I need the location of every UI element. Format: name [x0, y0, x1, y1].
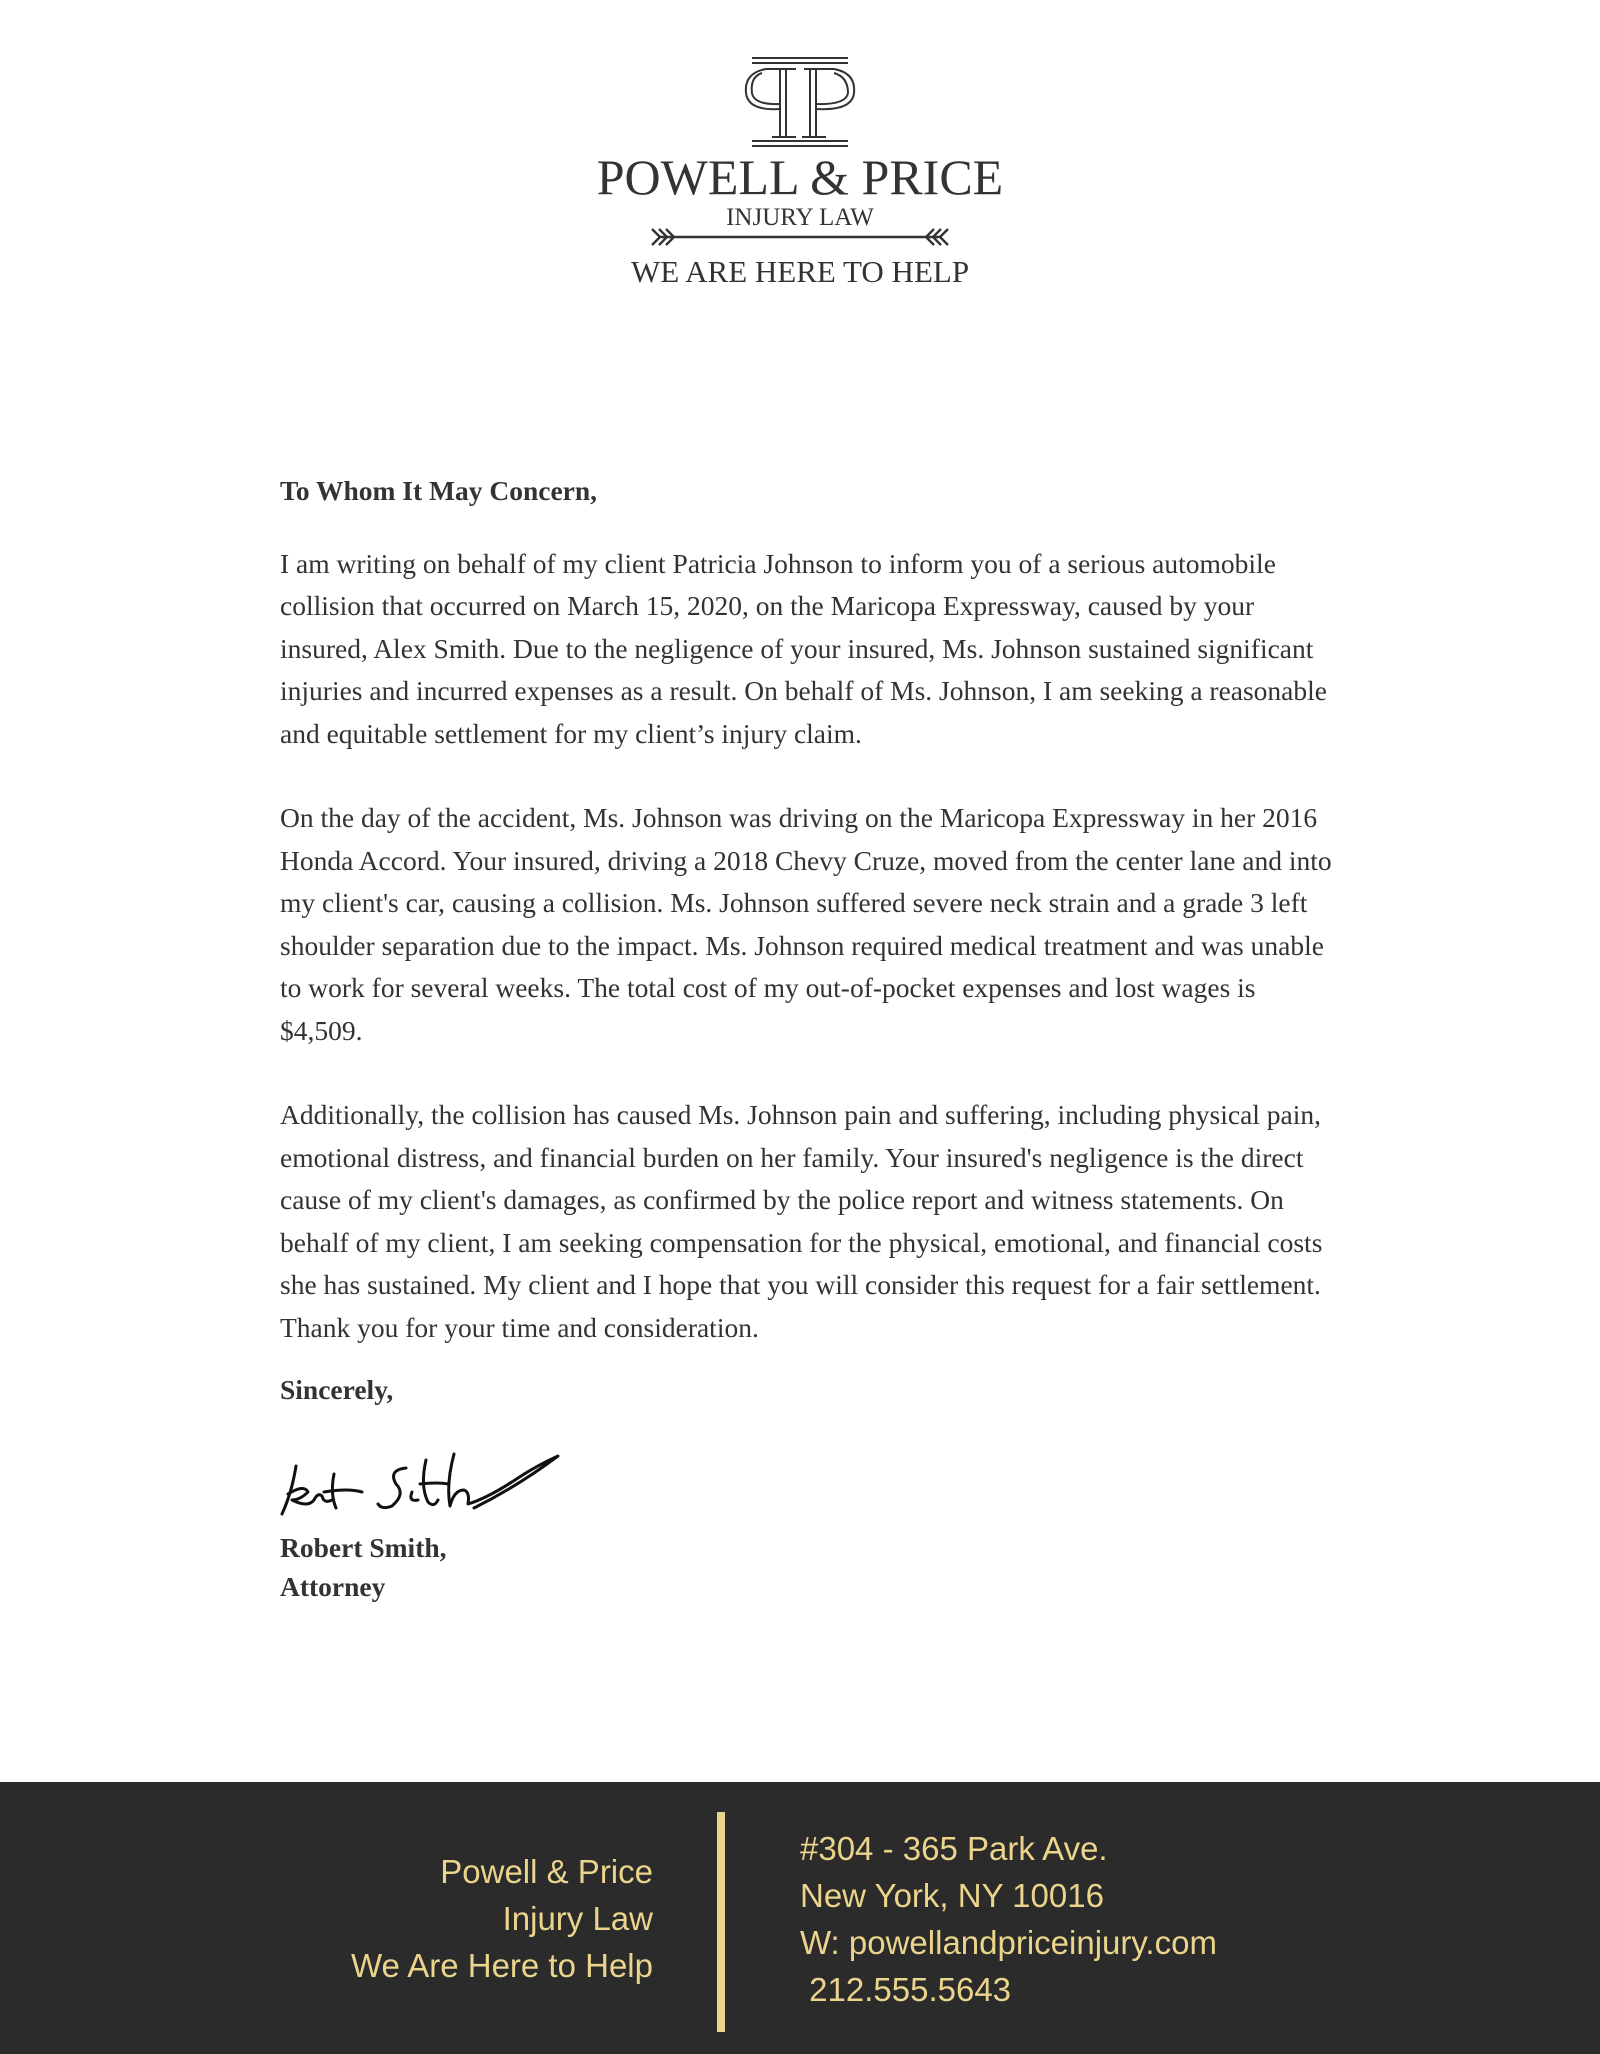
- footer-address-line-2: New York, NY 10016: [800, 1877, 1104, 1914]
- paragraph-1: I am writing on behalf of my client Patricia Johnson to inform you of a serious automobile collision that occurred on March 15, 2020, on the Maricopa Expressway, caused by your insured, Alex Smith. Due to the negligence of your insured, Ms. Johnson sustained significant injuries and incurred expenses as a result. On behalf of Ms. Johnson, I am seeking a reasonable and equitable settlement for my client’s injury claim.: [280, 547, 1327, 749]
- footer-phone[interactable]: 212.555.5643: [800, 1971, 1012, 2008]
- signer-name: Robert Smith,: [280, 1531, 447, 1563]
- footer-firm-type: Injury Law: [502, 1900, 653, 1937]
- signer-title: Attorney: [280, 1570, 386, 1602]
- firm-subtitle: INJURY LAW: [726, 204, 874, 231]
- footer-contact-block: [800, 1825, 1217, 2013]
- salutation: To Whom It May Concern,: [280, 475, 598, 506]
- paragraph-2: On the day of the accident, Ms. Johnson was driving on the Maricopa Expressway in her 2016 Honda Accord. Your insured, driving a 2018 Chevy Cruze, moved from the center lane and into my client's car, causing a collision. Ms. Johnson suffered severe neck strain and a grade 3 left shoulder separation due to the impact. Ms. Johnson required medical treatment and was unable to work for several weeks. The total cost of my out-of-pocket expenses and lost wages is $4,509.: [280, 802, 1332, 1046]
- arrow-divider-icon: [650, 225, 950, 249]
- footer: [0, 1782, 1600, 2054]
- letter-body: [280, 470, 1340, 1606]
- footer-tagline: We Are Here to Help: [350, 1947, 653, 1984]
- closing: Sincerely,: [280, 1374, 394, 1405]
- firm-tagline: WE ARE HERE TO HELP: [630, 254, 970, 289]
- paragraph-3: Additionally, the collision has caused Ms. Johnson pain and suffering, including physical pain, emotional distress, and financial burden on her family. Your insured's negligence is the direct cause of my client's damages, as confirmed by the police report and witness statements. On behalf of my client, I am seeking compensation for the physical, emotional, and financial costs she has sustained. My client and I hope that you will consider this request for a fair settlement. Thank you for your time and consideration.: [280, 1099, 1323, 1343]
- footer-divider: [717, 1812, 725, 2032]
- letterhead: [0, 55, 1600, 289]
- footer-firm-block: [351, 1848, 653, 1989]
- pillar-logo-icon: [740, 55, 860, 149]
- firm-name: POWELL & PRICE: [596, 149, 1004, 205]
- firm-subtitle-row: [650, 203, 950, 259]
- footer-firm-name: Powell & Price: [440, 1853, 653, 1890]
- footer-website[interactable]: W: powellandpriceinjury.com: [800, 1924, 1217, 1961]
- footer-address-line-1: #304 - 365 Park Ave.: [800, 1830, 1108, 1867]
- signature-icon: [278, 1434, 578, 1524]
